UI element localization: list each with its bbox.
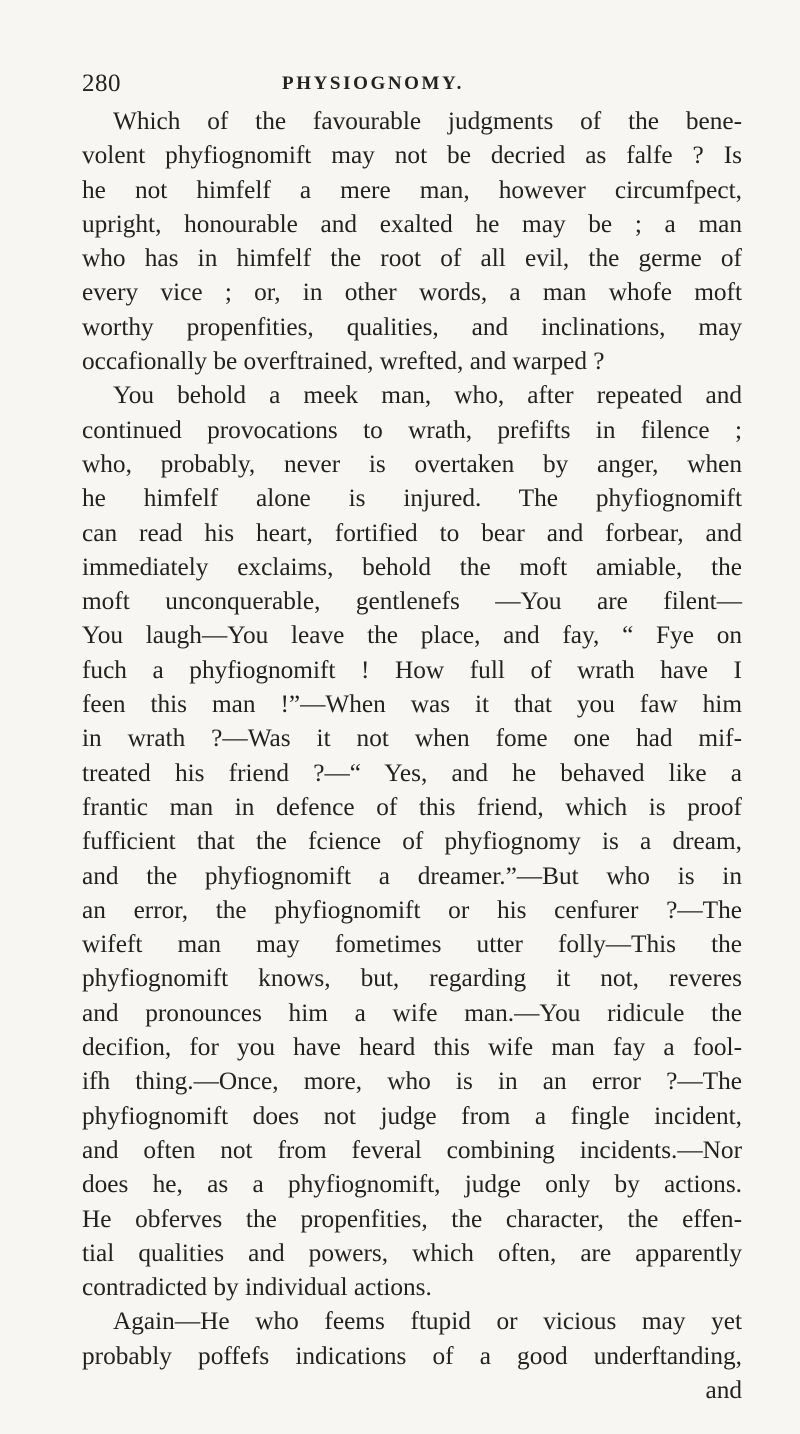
text-line: can read his heart, fortified to bear and forbear, and — [82, 518, 742, 547]
text-line: fufficient that the fcience of phyfiognomy is a dream, — [82, 827, 742, 856]
text-line: Again—He who feems ftupid or vicious may yet — [113, 1307, 742, 1336]
page-number: 280 — [82, 70, 121, 97]
text-line: who, probably, never is overtaken by anger, when — [82, 449, 742, 478]
text-line: phyfiognomift does not judge from a fingle incident, — [82, 1101, 742, 1130]
page-header — [82, 70, 742, 104]
text-line: frantic man in defence of this friend, which is proof — [82, 792, 742, 821]
text-line: probably poffefs indications of a good underftanding, — [82, 1341, 742, 1370]
text-line: does he, as a phyfiognomift, judge only by actions. — [82, 1170, 742, 1199]
text-line: volent phyfiognomift may not be decried as falfe ? Is — [82, 141, 742, 170]
text-line: in wrath ?—Was it not when fome one had mif- — [82, 724, 742, 753]
catchword: and — [705, 1376, 742, 1405]
text-line: wifeft man may fometimes utter folly—This the — [82, 930, 742, 959]
text-line: immediately exclaims, behold the moft amiable, the — [82, 552, 742, 581]
text-line: decifion, for you have heard this wife man fay a fool- — [82, 1033, 742, 1062]
text-line: worthy propenfities, qualities, and inclinations, may — [82, 312, 742, 341]
text-line: every vice ; or, in other words, a man whofe moft — [82, 278, 742, 307]
text-line: You laugh—You leave the place, and fay, “ Fye on — [82, 621, 742, 650]
text-line: he himfelf alone is injured. The phyfiognomift — [82, 484, 742, 513]
body-text — [82, 104, 742, 1405]
text-line: continued provocations to wrath, prefifts in filence ; — [82, 415, 742, 444]
text-line: occafionally be overftrained, wrefted, and warped ? — [82, 347, 605, 376]
text-line: treated his friend ?—“ Yes, and he behaved like a — [82, 758, 742, 787]
text-line: moft unconquerable, gentlenefs —You are filent— — [82, 587, 742, 616]
text-line: Which of the favourable judgments of the bene- — [113, 107, 742, 135]
text-line: an error, the phyfiognomift or his cenfurer ?—The — [82, 895, 742, 924]
text-line: feen this man !”—When was it that you faw him — [82, 690, 742, 719]
text-line: ifh thing.—Once, more, who is in an error ?—The — [82, 1067, 742, 1096]
text-line: and often not from feveral combining incidents.—Nor — [82, 1135, 742, 1164]
text-line: fuch a phyfiognomift ! How full of wrath have I — [82, 655, 742, 684]
text-line: he not himfelf a mere man, however circumfpect, — [82, 175, 742, 204]
text-line: and the phyfiognomift a dreamer.”—But who is in — [82, 861, 742, 890]
text-line: who has in himfelf the root of all evil, the germe of — [82, 244, 742, 273]
text-line: upright, honourable and exalted he may be ; a man — [82, 209, 742, 238]
text-line: contradicted by individual actions. — [82, 1273, 432, 1302]
running-head: PHYSIOGNOMY. — [282, 73, 464, 94]
text-line: tial qualities and powers, which often, are apparently — [82, 1238, 742, 1267]
text-line: phyfiognomift knows, but, regarding it not, reveres — [82, 964, 742, 993]
text-line: You behold a meek man, who, after repeated and — [113, 381, 742, 410]
text-line: He obferves the propenfities, the character, the effen- — [82, 1204, 742, 1233]
text-line: and pronounces him a wife man.—You ridicule the — [82, 998, 742, 1027]
